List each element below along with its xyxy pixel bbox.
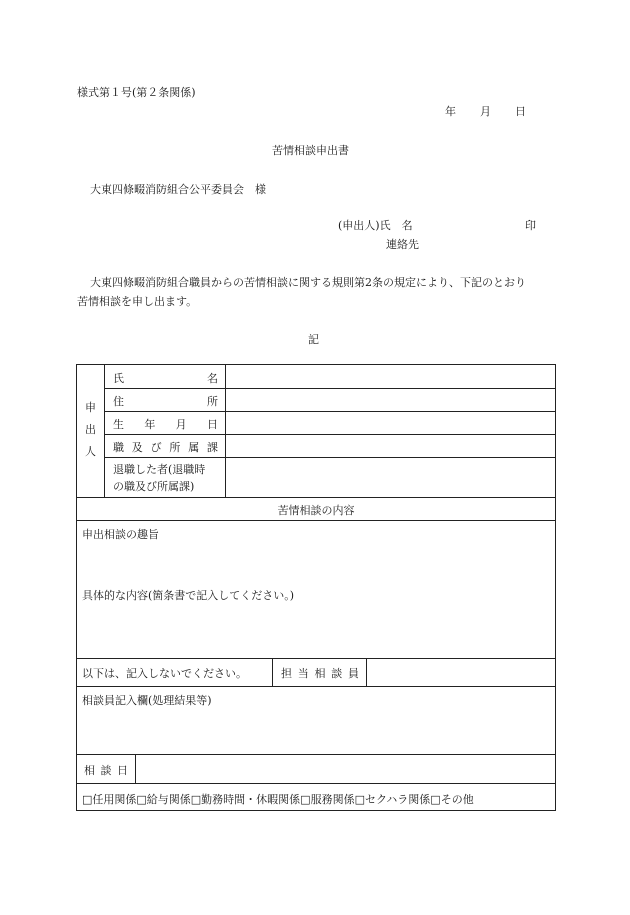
document-title: 苦情相談申出書 xyxy=(272,144,349,157)
seal-mark: 印 xyxy=(525,219,536,232)
row-label-retired-line-2: の職及び所属課) xyxy=(113,480,195,493)
contact-label: 連絡先 xyxy=(386,238,419,251)
date-day-label: 日 xyxy=(515,105,526,118)
no-entry-note: 以下は、記入しないでください。 xyxy=(82,667,247,680)
label-char: 日 xyxy=(206,418,218,431)
label-char: 住 xyxy=(113,395,124,408)
consult-date-field[interactable] xyxy=(136,755,555,783)
label-char: び xyxy=(150,441,162,454)
label-char: 担 xyxy=(281,667,292,680)
detail-label: 具体的な内容(箇条書で記入してください。) xyxy=(82,589,295,602)
applicant-name-label: (申出人)氏 名 xyxy=(338,219,413,232)
applicant-heading xyxy=(77,397,104,463)
label-char: 課 xyxy=(206,441,218,454)
label-char: 相 xyxy=(314,667,326,680)
row-label-job xyxy=(113,439,218,455)
label-char: 談 xyxy=(100,764,112,777)
body-text-line-2: 苦情相談を申し出ます。 xyxy=(77,295,198,308)
label-char: 生 xyxy=(113,418,124,431)
row-label-name xyxy=(113,370,218,386)
row-label-address xyxy=(113,393,218,409)
form-number: 様式第１号(第２条関係) xyxy=(77,86,196,99)
label-char: 所 xyxy=(169,441,181,454)
category-checkboxes[interactable]: □任用関係□給与関係□勤務時間・休暇関係□服務関係□セクハラ関係□その他 xyxy=(82,793,474,806)
label-char: 相 xyxy=(84,764,95,777)
label-char: 属 xyxy=(188,441,200,454)
row-label-retired-line-1: 退職した者(退職時 xyxy=(113,463,206,476)
label-char: 氏 xyxy=(113,372,124,385)
counselor-field[interactable] xyxy=(367,659,555,686)
label-char: 年 xyxy=(144,418,156,431)
content-heading: 苦情相談の内容 xyxy=(277,504,355,517)
retired-field[interactable] xyxy=(226,458,555,497)
label-char: 日 xyxy=(117,764,128,777)
form-table xyxy=(76,364,556,811)
birthdate-field[interactable] xyxy=(226,412,555,434)
counselor-label xyxy=(281,665,359,681)
label-char: 月 xyxy=(175,418,187,431)
applicant-heading-char: 人 xyxy=(85,445,96,458)
purpose-label: 申出相談の趣旨 xyxy=(82,528,159,541)
date-month-label: 月 xyxy=(480,105,491,118)
ki-heading: 記 xyxy=(308,333,319,346)
counselor-notes-label: 相談員記入欄(処理結果等) xyxy=(82,694,212,707)
body-text-line-1: 大東四條畷消防組合職員からの苦情相談に関する規則第2条の規定により、下記のとおり xyxy=(90,276,526,289)
label-char: 職 xyxy=(113,441,124,454)
label-char: 員 xyxy=(348,667,359,680)
content-field[interactable] xyxy=(77,521,555,658)
row-label-birthdate xyxy=(113,416,218,432)
applicant-heading-char: 出 xyxy=(85,423,96,436)
counselor-notes-field[interactable] xyxy=(77,687,555,754)
label-char: 談 xyxy=(331,667,343,680)
label-char: 所 xyxy=(207,395,218,408)
name-field[interactable] xyxy=(226,366,555,388)
applicant-heading-char: 申 xyxy=(85,401,96,414)
label-char: 及 xyxy=(131,441,143,454)
date-year-label: 年 xyxy=(445,105,456,118)
label-char: 当 xyxy=(297,667,309,680)
address-field[interactable] xyxy=(226,389,555,411)
job-field[interactable] xyxy=(226,435,555,457)
label-char: 名 xyxy=(207,372,218,385)
addressee: 大東四條畷消防組合公平委員会 様 xyxy=(90,183,266,196)
consult-date-label xyxy=(84,762,128,778)
